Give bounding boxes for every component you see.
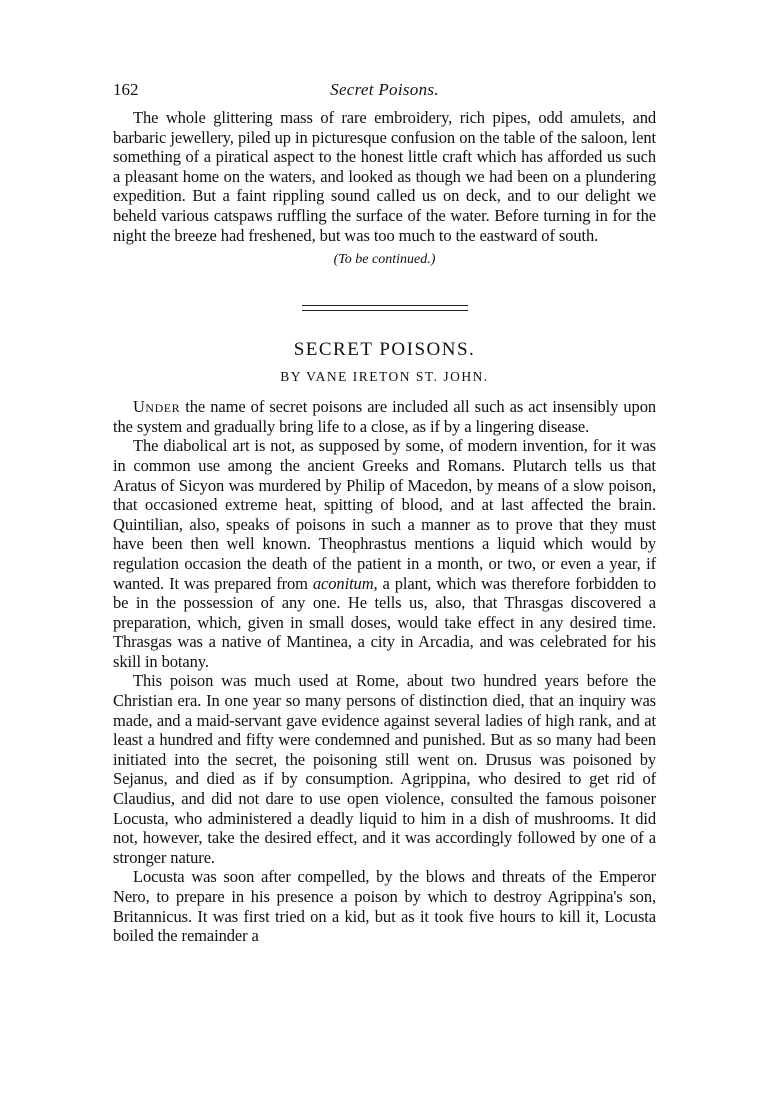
book-page: [113, 78, 656, 946]
paragraph-2-text-b: , a plant, which was therefore forbidden to be in the possession of any one. He tells us, also, that Thrasgas discovered a preparation, which, given in small doses, would take effect in any desired time. Thrasgas was a native of Mantinea, a city in Arcadia, and was celebrated for his skill in botany.: [113, 573, 656, 671]
paragraph-1-text: the name of secret poisons are included all such as act insensibly upon the system and gradually bring life to a close, as if by a lingering disease.: [113, 397, 656, 436]
article-paragraph-1: [113, 397, 656, 436]
opening-word: Under: [133, 397, 181, 417]
article-body: [113, 397, 656, 946]
to-be-continued-note: (To be continued.): [333, 252, 436, 268]
page-number: 162: [113, 80, 139, 99]
paragraph-2-text-a: The diabolical art is not, as supposed by some, of modern invention, for it was in common use among the ancient Greeks and Romans. Plutarch tells us that Aratus of Sicyon was murdered by Philip of Macedon, by means of a slow poison, that occasioned extreme heat, spitting of blood, and at last affected the brain. Quintilian, also, speaks of poisons in such a manner as to prove that they must have been then well known. Theophrastus mentions a liquid which would by regulation occasion the death of the patient in a month, or two, or even a year, if wanted. It was prepared from: [113, 436, 656, 593]
section-divider: [302, 305, 468, 311]
article-title: SECRET POISONS.: [293, 339, 476, 361]
article-paragraph-4: Locusta was soon after compelled, by the blows and threats of the Emperor Nero, to prepare in his presence a poison by which to destroy Agrippina's son, Britannicus. It was first tried on a kid, but as it took five hours to kill it, Locusta boiled the remainder a: [113, 867, 656, 946]
article-paragraph-2: [113, 436, 656, 671]
running-head: [113, 78, 656, 102]
aconitum-term: aconitum: [312, 573, 374, 593]
article-paragraph-3: This poison was much used at Rome, about two hundred years before the Christian era. In one year so many persons of distinction died, that an inquiry was made, and a maid-servant gave evidence against several ladies of high rank, and at least a hundred and fifty were condemned and punished. But as so many had been initiated into the secret, the poisoning still went on. Drusus was poisoned by Sejanus, and died as if by consumption. Agrippina, who desired to get rid of Claudius, and did not dare to use open violence, consulted the famous poisoner Locusta, who administered a deadly liquid to him in a dish of mushrooms. It did not, however, take the desired effect, and it was accordingly followed by one of a stronger nature.: [113, 671, 656, 867]
running-title: Secret Poisons.: [330, 80, 439, 99]
article-byline: BY VANE IRETON ST. JOHN.: [280, 369, 489, 385]
intro-paragraph: The whole glittering mass of rare embroidery, rich pipes, odd amulets, and barbaric jewellery, piled up in picturesque confusion on the table of the saloon, lent something of a piratical aspect to the honest little craft which has afforded us such a pleasant home on the waters, and looked as though we had been on a plundering expedition. But a faint rippling sound called us on deck, and to our delight we beheld various catspaws ruffling the surface of the water. Before turning in for the night the breeze had freshened, but was too much to the eastward of south.: [113, 108, 656, 245]
